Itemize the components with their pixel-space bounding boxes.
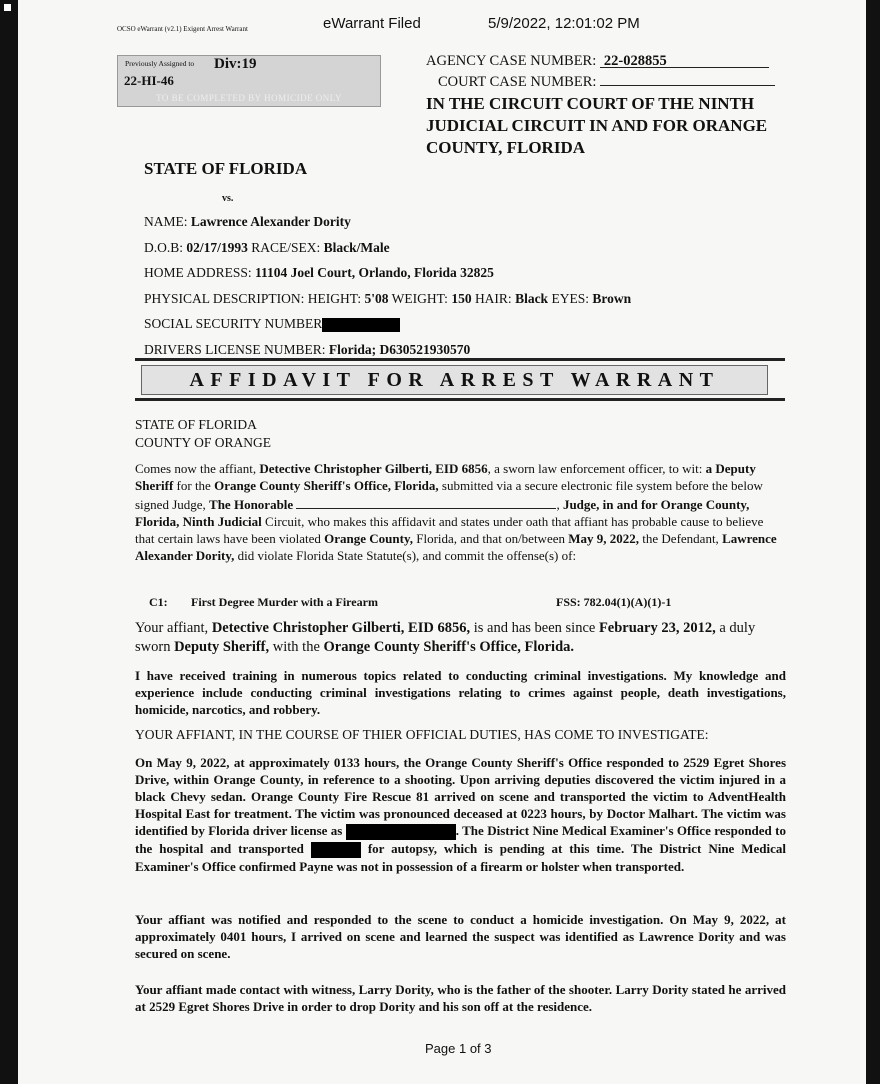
dl-label: DRIVERS LICENSE NUMBER: — [144, 342, 326, 357]
weight-label: WEIGHT: — [391, 291, 448, 306]
court-name: IN THE CIRCUIT COURT OF THE NINTH JUDICIAL CIRCUIT IN AND FOR ORANGE COUNTY, FLORIDA — [426, 94, 768, 157]
ssn-label: SOCIAL SECURITY NUMBER — [144, 316, 323, 331]
agency-case-value: 22-028855 — [600, 53, 769, 68]
address-label: HOME ADDRESS: — [144, 265, 252, 280]
affiant-paragraph: Your affiant, Detective Christopher Gilberti, EID 6856, is and has been since February 23, 2012, a duly sworn Deputy Sheriff, with the Orange County Sheriff's Office, Florida. — [135, 620, 756, 655]
race-sex-value: Black/Male — [323, 240, 390, 255]
ssn-line — [144, 316, 400, 332]
address-value: 11104 Joel Court, Orlando, Florida 32825 — [255, 265, 494, 280]
state-title: STATE OF FLORIDA — [144, 159, 308, 178]
form-id: OCSO eWarrant (v2.1) Exigent Arrest Warrant — [117, 25, 248, 33]
defendant-name: Lawrence Alexander Dority — [190, 214, 351, 229]
training-paragraph: I have received training in numerous topics related to conducting criminal investigations. My knowledge and experience include conducting criminal investigations relating to crimes against people, death investigations, homicide, narcotics, and robbery. — [135, 668, 786, 717]
address-line — [144, 265, 494, 281]
intro-paragraph: Comes now the affiant, Detective Christopher Gilberti, EID 6856, a sworn law enforcement officer, to wit: a Deputy Sheriff for the Orange County Sheriff's Office, Florida, submitted via a secure electronic file system before the below signed Judge, The Honorable , Judge, in and for Orange County, Florida, Ninth Judicial Circuit, who makes this affidavit and states under oath that affiant has probable cause to believe that certain laws have been violated Orange County, Florida, and that on/between May 9, 2022, the Defendant, Lawrence Alexander Dority, did violate Florida State Statute(s), and commit the offense(s) of: — [135, 461, 777, 563]
dob-value: 02/17/1993 — [186, 240, 248, 255]
height-label: PHYSICAL DESCRIPTION: HEIGHT: — [144, 291, 362, 306]
eyes-value: Brown — [592, 291, 632, 306]
agency-case-number — [426, 53, 769, 70]
victim-name-redaction — [311, 842, 361, 858]
document-page — [18, 0, 866, 1084]
division: Div:19 — [214, 56, 257, 72]
license-redaction — [346, 824, 456, 840]
homicide-assignment-box — [117, 55, 381, 107]
narrative-paragraph-3: Your affiant made contact with witness, Larry Dority, who is the father of the shooter. Larry Dority stated he arrived at 2529 Egret Shores Drive in order to drop Dority and his son off at the residence. — [135, 982, 786, 1014]
versus: vs. — [222, 193, 234, 204]
section-rule-top — [135, 358, 785, 361]
hair-label: HAIR: — [474, 291, 512, 306]
eyes-label: EYES: — [551, 291, 589, 306]
court-case-blank — [600, 71, 775, 86]
court-case-number — [438, 71, 775, 91]
narrative-paragraph-1: On May 9, 2022, at approximately 0133 hours, the Orange County Sheriff's Office responded to 2529 Egret Shores Drive, within Orange County, in reference to a shooting. Upon arriving deputies discovered the victim injured in a black Chevy sedan. Orange County Fire Rescue 81 arrived on scene and transported the victim to AdventHealth Hospital East for treatment. The victim was pronounced deceased at 0223 hours, by Doctor Malhart. The victim was identified by Florida driver license as . The District Nine Medical Examiner's Office responded to the hospital and transported for autopsy, which is pending at this time. The District Nine Medical Examiner's Office confirmed Payne was not in possession of a firearm or holster when transported. — [135, 755, 787, 875]
drivers-license-line — [144, 342, 470, 358]
duties-heading: YOUR AFFIANT, IN THE COURSE OF THIER OFFICIAL DUTIES, HAS COME TO INVESTIGATE: — [135, 727, 709, 742]
venue-county: COUNTY OF ORANGE — [135, 435, 272, 450]
charge-code: C1: — [149, 595, 168, 609]
judge-name-blank — [296, 494, 556, 509]
venue-state: STATE OF FLORIDA — [135, 417, 257, 432]
race-sex-label: RACE/SEX: — [251, 240, 321, 255]
charge-description: First Degree Murder with a Firearm — [191, 595, 378, 609]
name-label: NAME: — [144, 214, 188, 229]
dob-label: D.O.B: — [144, 240, 184, 255]
dl-number: D630521930570 — [379, 342, 471, 357]
weight-value: 150 — [451, 291, 472, 306]
hair-value: Black — [515, 291, 549, 306]
filed-status: eWarrant Filed — [323, 15, 421, 32]
narrative-paragraph-2: Your affiant was notified and responded to the scene to conduct a homicide investigation. On May 9, 2022, at approximately 0401 hours, I arrived on scene and learned the suspect was identified as Lawrence Dority and was secured on scene. — [135, 912, 786, 961]
previously-assigned-label: Previously Assigned to — [125, 59, 195, 68]
page-number: Page 1 of 3 — [425, 1041, 492, 1056]
defendant-name-line — [144, 214, 351, 230]
physical-description-line — [144, 291, 631, 307]
homicide-case-number: 22-HI-46 — [124, 73, 174, 88]
dl-state: Florida; — [328, 342, 377, 357]
height-value: 5'08 — [364, 291, 389, 306]
filed-datetime: 5/9/2022, 12:01:02 PM — [488, 15, 640, 32]
court-case-label: COURT CASE NUMBER: — [438, 74, 597, 90]
ssn-redaction — [322, 318, 400, 332]
affidavit-title: AFFIDAVIT FOR ARREST WARRANT — [141, 365, 768, 395]
section-rule-bottom — [135, 398, 785, 401]
dob-line — [144, 240, 390, 256]
charge-statute: FSS: 782.04(1)(A)(1)-1 — [556, 595, 672, 609]
corner-mark — [4, 4, 11, 11]
homicide-only-note: TO BE COMPLETED BY HOMICIDE ONLY — [156, 93, 342, 103]
agency-case-label: AGENCY CASE NUMBER: — [426, 53, 597, 69]
